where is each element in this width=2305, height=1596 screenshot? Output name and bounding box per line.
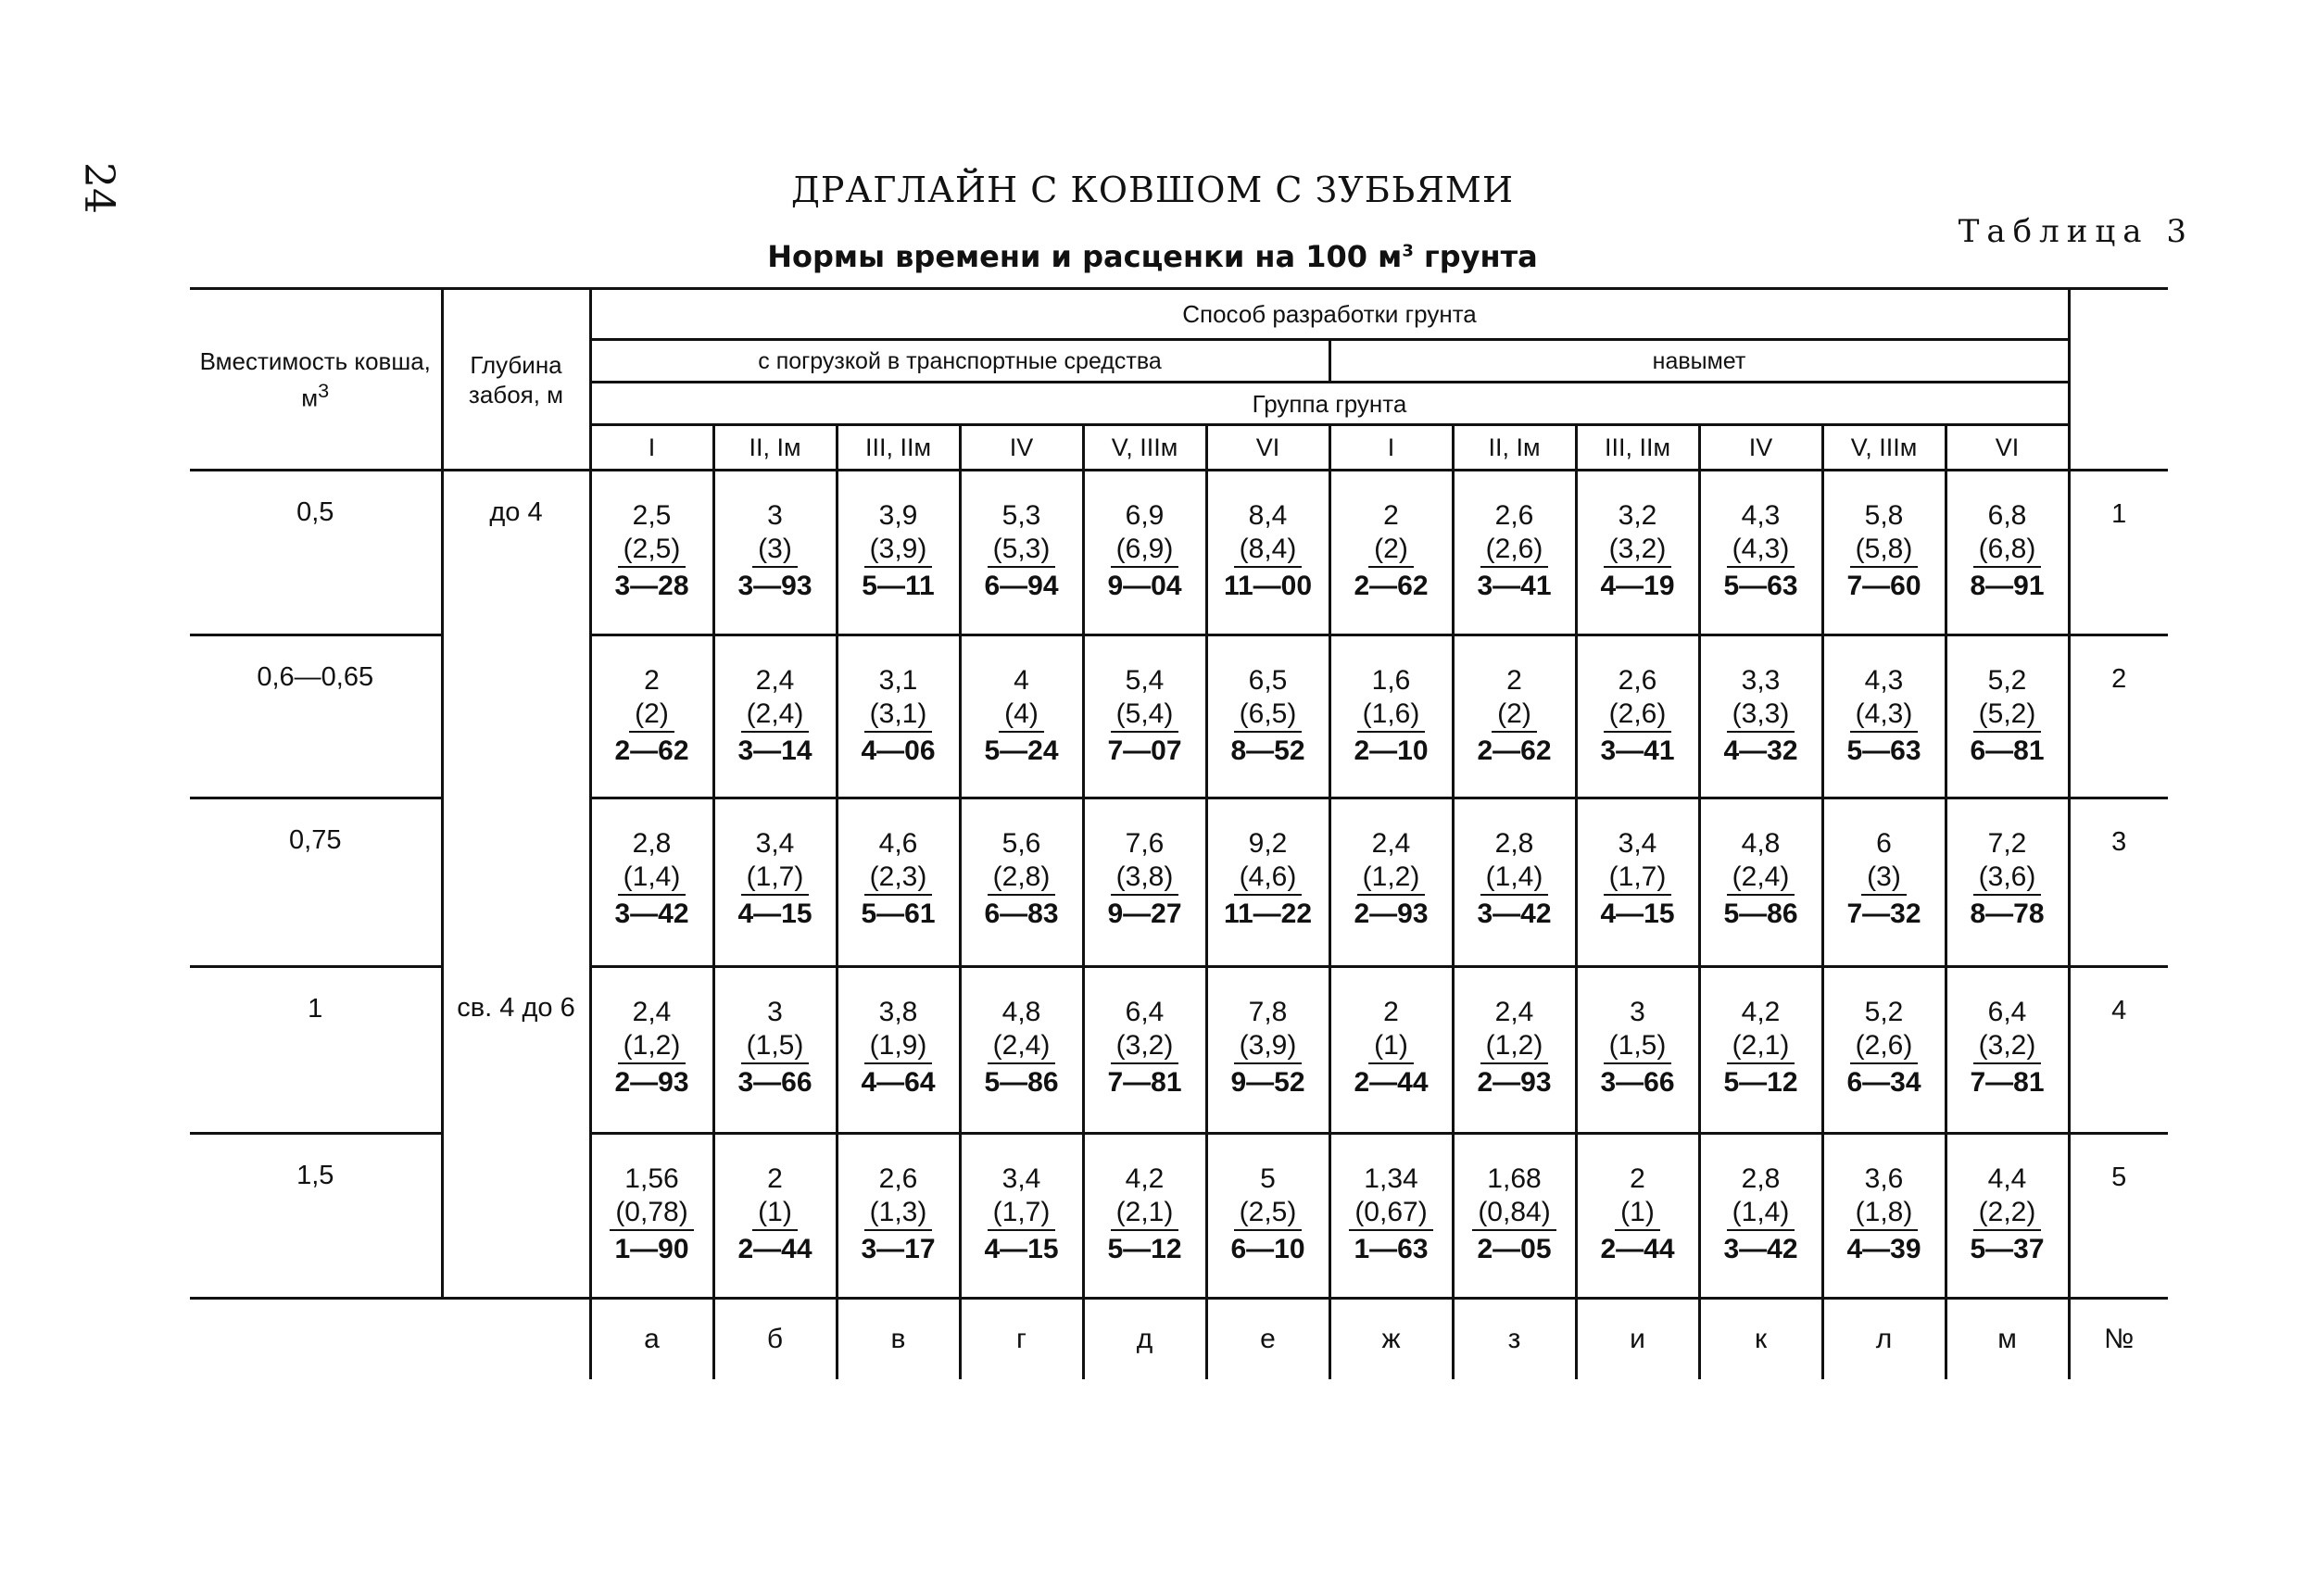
norm-time-machinist: (6,5) [1234,697,1303,733]
norm-time: 7,6 [1125,828,1165,859]
subtitle-text: Нормы времени и расценки на 100 м [767,239,1403,274]
rate-value: 3—93 [737,571,812,601]
norm-time-machinist: (3) [752,533,798,568]
soil-group-header: V, IIIм [1083,425,1206,471]
norm-cell [590,1134,713,1299]
header-depth: Глубина забоя, м [442,289,590,471]
norm-time: 2 [1630,1163,1645,1194]
table-row [190,967,2168,1134]
norm-cell [1206,967,1329,1134]
depth-cell: св. 4 до 6 [442,967,590,1299]
rate-value: 5—86 [984,1067,1059,1098]
norm-cell [590,967,713,1134]
soil-group-header: I [590,425,713,471]
rate-value: 5—37 [1970,1234,2045,1264]
header-dump: навымет [1329,340,2069,383]
norm-time-machinist: (1,8) [1850,1196,1919,1231]
norm-time: 1,68 [1487,1163,1542,1194]
rate-value: 3—14 [737,735,812,766]
norm-cell [1329,798,1453,967]
norm-cell [1083,967,1206,1134]
norm-time: 6,9 [1125,500,1165,531]
rate-value: 5—63 [1846,735,1921,766]
rate-value: 6—81 [1970,735,2045,766]
rate-value: 4—19 [1600,571,1675,601]
header-num-blank [2069,289,2168,471]
norm-time: 5 [1260,1163,1276,1194]
norm-time: 6 [1876,828,1892,859]
norm-time: 5,2 [1864,997,1904,1027]
header-capacity-sup: 3 [318,378,330,402]
subtitle-sup: 3 [1402,241,1414,261]
norm-cell [590,798,713,967]
norm-cell [960,1134,1083,1299]
norm-time-machinist: (1,3) [864,1196,933,1231]
norm-cell [1822,1134,1946,1299]
table-subtitle [0,239,2305,274]
norm-time-machinist: (1,2) [1357,861,1426,896]
norm-time: 3 [1630,997,1645,1027]
norm-time-machinist: (1,7) [741,861,810,896]
capacity-cell: 0,6—0,65 [190,635,442,798]
rate-value: 11—22 [1223,899,1313,929]
norm-time-machinist: (2,1) [1727,1029,1795,1064]
norm-cell [1699,471,1822,635]
norm-time-machinist: (1) [1615,1196,1660,1231]
norm-cell [1083,635,1206,798]
norm-time-machinist: (1,5) [741,1029,810,1064]
norm-time: 6,4 [1987,997,2027,1027]
norm-cell [713,798,837,967]
norm-time: 2,4 [755,665,795,696]
norm-cell [1576,1134,1699,1299]
norm-time-machinist: (5,2) [1973,697,2042,733]
soil-group-header: IV [1699,425,1822,471]
rate-value: 4—39 [1846,1234,1921,1264]
norm-time-machinist: (4,3) [1727,533,1795,568]
norm-time-machinist: (4) [999,697,1044,733]
column-letter: и [1576,1299,1699,1380]
norm-time-machinist: (1,4) [1480,861,1549,896]
header-capacity [190,289,442,471]
header-method: Способ разработки грунта [590,289,2069,340]
norm-cell [1699,635,1822,798]
rate-value: 6—34 [1846,1067,1921,1098]
norm-cell [960,635,1083,798]
norm-cell [1206,1134,1329,1299]
norm-time: 1,34 [1364,1163,1418,1194]
rate-value: 4—15 [1600,899,1675,929]
norm-time: 5,6 [1001,828,1041,859]
norm-time-machinist: (1,5) [1604,1029,1672,1064]
norm-cell [1453,1134,1576,1299]
norm-cell [1453,967,1576,1134]
norm-time: 2,6 [1494,500,1534,531]
norm-cell [1946,635,2069,798]
norm-time-machinist: (5,8) [1850,533,1919,568]
norm-time-machinist: (3) [1861,861,1907,896]
soil-group-header: II, Iм [1453,425,1576,471]
norm-time: 2,5 [632,500,672,531]
norm-time: 1,56 [624,1163,679,1194]
norm-cell [1329,967,1453,1134]
column-letter: к [1699,1299,1822,1380]
column-letter: з [1453,1299,1576,1380]
page-number: 24 [75,162,122,214]
row-number: 2 [2069,635,2168,798]
norm-time-machinist: (2,6) [1604,697,1672,733]
norm-cell [1822,635,1946,798]
rate-value: 4—15 [737,899,812,929]
norm-cell [1329,1134,1453,1299]
rate-value: 8—52 [1230,735,1305,766]
rate-value: 2—44 [1354,1067,1429,1098]
norm-cell [1822,967,1946,1134]
column-letter: м [1946,1299,2069,1380]
norm-time: 4,8 [1741,828,1781,859]
norm-cell [1946,798,2069,967]
num-label: № [2104,1324,2135,1354]
norm-time-machinist: (3,2) [1973,1029,2042,1064]
rate-value: 4—64 [861,1067,936,1098]
soil-group-header: III, IIм [837,425,960,471]
rate-value: 3—28 [614,571,689,601]
norm-cell [1576,967,1699,1134]
rate-value: 6—10 [1230,1234,1305,1264]
norm-time: 5,2 [1987,665,2027,696]
norm-time-machinist: (3,9) [864,533,933,568]
norm-time: 2,4 [1371,828,1411,859]
norm-time-machinist: (1,9) [864,1029,933,1064]
norm-cell [1576,635,1699,798]
norm-cell [1329,471,1453,635]
column-letter: е [1206,1299,1329,1380]
rate-value: 3—41 [1600,735,1675,766]
norm-time-machinist: (1,2) [618,1029,686,1064]
rate-value: 3—42 [1477,899,1552,929]
page-title: ДРАГЛАЙН С КОВШОМ С ЗУБЬЯМИ [791,170,1514,210]
rate-value: 2—62 [1477,735,1552,766]
rate-value: 5—86 [1723,899,1798,929]
norm-time-machinist: (0,84) [1472,1196,1556,1231]
norm-cell [837,471,960,635]
norm-time-machinist: (2,1) [1111,1196,1179,1231]
norm-time: 2,8 [1741,1163,1781,1194]
rate-value: 7—32 [1846,899,1921,929]
norm-cell [1699,798,1822,967]
norm-time-machinist: (2,6) [1850,1029,1919,1064]
norm-time: 2 [1506,665,1522,696]
rate-value: 3—17 [861,1234,936,1264]
rate-value: 11—00 [1223,571,1313,601]
rate-value: 2—62 [614,735,689,766]
norm-time-machinist: (3,9) [1234,1029,1303,1064]
capacity-cell: 1,5 [190,1134,442,1299]
norm-time: 5,4 [1125,665,1165,696]
norm-time-machinist: (1,7) [1604,861,1672,896]
norm-cell [1822,798,1946,967]
rate-value: 5—63 [1723,571,1798,601]
header-capacity-text: Вместимость ковша, м [199,346,431,412]
rate-value: 9—04 [1107,571,1182,601]
norm-time: 2,4 [632,997,672,1027]
capacity-cell: 0,75 [190,798,442,967]
norm-time: 3,4 [755,828,795,859]
rate-value: 8—91 [1970,571,2045,601]
norm-cell [1083,471,1206,635]
rate-value: 2—93 [614,1067,689,1098]
footer-blank [190,1299,590,1380]
rate-value: 2—05 [1477,1234,1552,1264]
norm-time-machinist: (0,78) [610,1196,693,1231]
norm-time-machinist: (2,6) [1480,533,1549,568]
soil-group-header: V, IIIм [1822,425,1946,471]
norm-time-machinist: (2,3) [864,861,933,896]
norm-time: 3,1 [878,665,918,696]
rate-value: 6—94 [984,571,1059,601]
norm-time: 4,2 [1125,1163,1165,1194]
rate-value: 9—52 [1230,1067,1305,1098]
norm-time: 3,4 [1001,1163,1041,1194]
norm-time-machinist: (5,3) [988,533,1056,568]
norm-time: 4,3 [1741,500,1781,531]
rate-value: 8—78 [1970,899,2045,929]
rate-value: 4—15 [984,1234,1059,1264]
norm-time: 1,6 [1371,665,1411,696]
norm-cell [1453,798,1576,967]
rate-value: 1—63 [1354,1234,1429,1264]
norm-time-machinist: (3,6) [1973,861,2042,896]
norm-time: 2 [767,1163,783,1194]
norm-cell [960,798,1083,967]
norm-time: 7,2 [1987,828,2027,859]
norm-time: 4 [1014,665,1029,696]
row-number: 5 [2069,1134,2168,1299]
norm-cell [1822,471,1946,635]
norm-cell [590,471,713,635]
column-letter: в [837,1299,960,1380]
norm-cell [1699,967,1822,1134]
norm-time: 3 [767,997,783,1027]
norm-cell [1699,1134,1822,1299]
norm-time-machinist: (2) [629,697,674,733]
soil-group-header: I [1329,425,1453,471]
norm-cell [713,1134,837,1299]
norm-time-machinist: (1,4) [1727,1196,1795,1231]
rate-value: 5—24 [984,735,1059,766]
norms-table [190,287,2168,1379]
rate-value: 9—27 [1107,899,1182,929]
table-label: Таблица 3 [1958,213,2194,250]
column-letter: а [590,1299,713,1380]
norm-time-machinist: (2,5) [1234,1196,1303,1231]
norm-time: 5,8 [1864,500,1904,531]
norm-time: 3,6 [1864,1163,1904,1194]
header-soil-group: Группа грунта [590,383,2069,425]
norm-time-machinist: (1) [752,1196,798,1231]
row-number: 3 [2069,798,2168,967]
norm-cell [713,471,837,635]
norm-time: 2,8 [1494,828,1534,859]
rate-value: 2—44 [737,1234,812,1264]
column-letter: д [1083,1299,1206,1380]
rate-value: 5—12 [1107,1234,1182,1264]
norm-time: 3,2 [1618,500,1657,531]
norm-cell [837,967,960,1134]
norm-cell [1946,1134,2069,1299]
norm-time: 2 [644,665,660,696]
norm-time-machinist: (6,9) [1111,533,1179,568]
norm-cell [590,635,713,798]
rate-value: 2—93 [1354,899,1429,929]
rate-value: 7—81 [1107,1067,1182,1098]
norm-time-machinist: (2) [1368,533,1414,568]
norm-time: 3,8 [878,997,918,1027]
norm-time: 4,2 [1741,997,1781,1027]
norm-time: 2 [1383,500,1399,531]
norm-cell [713,967,837,1134]
norm-cell [837,798,960,967]
rate-value: 7—60 [1846,571,1921,601]
rate-value: 3—42 [1723,1234,1798,1264]
norm-time: 3,3 [1741,665,1781,696]
norm-cell [837,635,960,798]
rate-value: 5—61 [861,899,936,929]
norm-cell [1453,635,1576,798]
rate-value: 4—06 [861,735,936,766]
rate-value: 7—81 [1970,1067,2045,1098]
norm-time: 4,6 [878,828,918,859]
norm-cell [1083,798,1206,967]
norm-cell [1206,635,1329,798]
norm-time-machinist: (5,4) [1111,697,1179,733]
norm-time: 2,6 [1618,665,1657,696]
capacity-cell: 1 [190,967,442,1134]
norm-time-machinist: (1,4) [618,861,686,896]
norm-time: 2 [1383,997,1399,1027]
rate-value: 6—83 [984,899,1059,929]
norm-time-machinist: (2,4) [741,697,810,733]
norm-time: 9,2 [1248,828,1288,859]
norm-cell [1576,798,1699,967]
rate-value: 2—44 [1600,1234,1675,1264]
norm-cell [1946,967,2069,1134]
column-letter: л [1822,1299,1946,1380]
column-letters-row [190,1299,2168,1380]
norm-time-machinist: (2,5) [618,533,686,568]
norm-time: 2,4 [1494,997,1534,1027]
norm-cell [713,635,837,798]
column-letter: б [713,1299,837,1380]
norm-time-machinist: (1,7) [988,1196,1056,1231]
norm-time-machinist: (1,6) [1357,697,1426,733]
column-letter: ж [1329,1299,1453,1380]
norm-time-machinist: (2,8) [988,861,1056,896]
norm-time-machinist: (3,1) [864,697,933,733]
soil-group-header: III, IIм [1576,425,1699,471]
norm-time: 7,8 [1248,997,1288,1027]
norm-time: 3 [767,500,783,531]
soil-group-header: VI [1206,425,1329,471]
capacity-cell: 0,5 [190,471,442,635]
norm-time: 2,6 [878,1163,918,1194]
norm-time-machinist: (2,4) [988,1029,1056,1064]
norm-cell [960,471,1083,635]
norm-time-machinist: (3,3) [1727,697,1795,733]
norm-cell [1946,471,2069,635]
row-number: 4 [2069,967,2168,1134]
norm-cell [837,1134,960,1299]
norm-time-machinist: (2) [1492,697,1537,733]
norm-cell [1206,798,1329,967]
rate-value: 7—07 [1107,735,1182,766]
norm-time-machinist: (2,2) [1973,1196,2042,1231]
norm-time: 3,9 [878,500,918,531]
norm-time-machinist: (4,3) [1850,697,1919,733]
rate-value: 2—10 [1354,735,1429,766]
norm-time-machinist: (8,4) [1234,533,1303,568]
norm-time-machinist: (1,2) [1480,1029,1549,1064]
norm-time-machinist: (1) [1368,1029,1414,1064]
rate-value: 5—11 [862,571,935,601]
norm-time: 4,3 [1864,665,1904,696]
norm-time: 2,8 [632,828,672,859]
norm-cell [960,967,1083,1134]
soil-group-header: IV [960,425,1083,471]
norm-time: 3,4 [1618,828,1657,859]
norm-cell [1083,1134,1206,1299]
norm-cell [1206,471,1329,635]
norm-time: 6,8 [1987,500,2027,531]
norm-time-machinist: (3,2) [1604,533,1672,568]
norm-time-machinist: (3,2) [1111,1029,1179,1064]
norm-time-machinist: (2,4) [1727,861,1795,896]
norm-time: 4,8 [1001,997,1041,1027]
norm-cell [1329,635,1453,798]
soil-group-header: VI [1946,425,2069,471]
norm-cell [1453,471,1576,635]
subtitle-tail: грунта [1413,239,1538,274]
norm-time-machinist: (0,67) [1349,1196,1432,1231]
rate-value: 5—12 [1723,1067,1798,1098]
norm-time-machinist: (3,8) [1111,861,1179,896]
header-with-loading: с погрузкой в транспортные средства [590,340,1329,383]
depth-cell: до 4 [442,471,590,967]
rate-value: 3—66 [1600,1067,1675,1098]
row-number: 1 [2069,471,2168,635]
norm-time: 4,4 [1987,1163,2027,1194]
rate-value: 3—66 [737,1067,812,1098]
rate-value: 2—62 [1354,571,1429,601]
rate-value: 3—41 [1477,571,1552,601]
rate-value: 1—90 [614,1234,689,1264]
rate-value: 3—42 [614,899,689,929]
rate-value: 2—93 [1477,1067,1552,1098]
table-row [190,471,2168,635]
norm-time-machinist: (6,8) [1973,533,2042,568]
norm-time: 8,4 [1248,500,1288,531]
norm-cell [1576,471,1699,635]
soil-group-header: II, Iм [713,425,837,471]
norm-time: 6,5 [1248,665,1288,696]
norm-time-machinist: (4,6) [1234,861,1303,896]
rate-value: 4—32 [1723,735,1798,766]
column-letter: г [960,1299,1083,1380]
norm-time: 6,4 [1125,997,1165,1027]
norm-time: 5,3 [1001,500,1041,531]
